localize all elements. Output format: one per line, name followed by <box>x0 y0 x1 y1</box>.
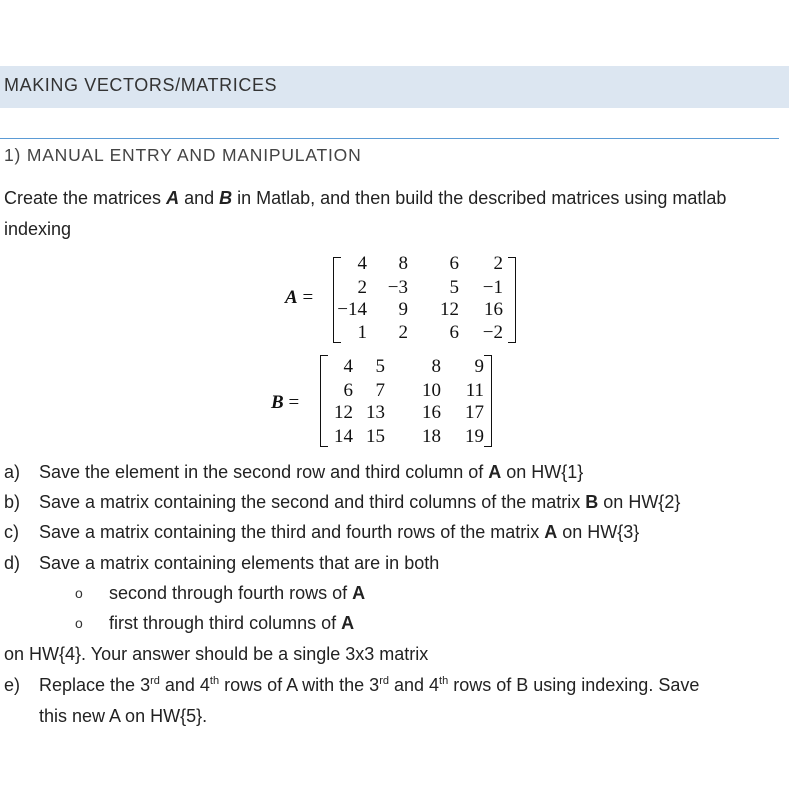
bullet-circle-icon: o <box>75 615 83 631</box>
matrix-b-label: B = <box>271 392 300 413</box>
matrix-b-cell: 7 <box>375 380 385 401</box>
matrix-a-cell: −1 <box>482 277 503 298</box>
matrix-b-cell: 18 <box>422 426 441 447</box>
matrix-a-cell: −2 <box>482 322 503 343</box>
question-d-tail: on HW{4}. Your answer should be a single 3x3 matrix <box>4 644 429 664</box>
bullet-circle-icon: o <box>75 585 83 601</box>
matrix-a-cell: 5 <box>449 277 459 298</box>
matrix-a-cell: 12 <box>440 299 459 320</box>
matrix-b-cell: 11 <box>465 380 484 401</box>
matrix-a-cell: −3 <box>387 277 408 298</box>
matrix-b-cell: 17 <box>465 402 484 423</box>
matrix-a-cell: 2 <box>398 322 408 343</box>
matrix-a-cell: 4 <box>357 253 367 274</box>
matrix-b-cell: 12 <box>334 402 353 423</box>
section-banner <box>0 66 789 108</box>
matrix-a-right-bracket <box>508 257 516 343</box>
matrix-a-cell: 2 <box>493 253 503 274</box>
matrix-b-cell: 14 <box>334 426 353 447</box>
intro-paragraph: Create the matrices A and B in Matlab, and then build the described matrices using matlab indexing <box>4 188 727 239</box>
matrix-a-cell: 1 <box>357 322 367 343</box>
intro-matrix-b: B <box>219 188 233 208</box>
matrix-a-cell: 8 <box>398 253 408 274</box>
matrix-a-cell: 9 <box>398 299 408 320</box>
matrix-b-cell: 8 <box>431 356 441 377</box>
matrix-b-cell: 19 <box>465 426 484 447</box>
matrix-a-cell: −14 <box>337 299 367 320</box>
matrix-a-label: A = <box>285 287 314 308</box>
intro-matrix-a: A <box>166 188 180 208</box>
matrix-b-cell: 5 <box>375 356 385 377</box>
question-e-line2: this new A on HW{5}. <box>39 706 208 726</box>
subsection-title: 1) MANUAL ENTRY AND MANIPULATION <box>4 145 362 165</box>
matrix-b-cell: 4 <box>343 356 353 377</box>
section-title: MAKING VECTORS/MATRICES <box>4 75 278 95</box>
matrix-b-cell: 10 <box>422 380 441 401</box>
matrix-b-cell: 6 <box>343 380 353 401</box>
matrix-b-cell: 16 <box>422 402 441 423</box>
matrix-a-cell: 6 <box>449 322 459 343</box>
matrix-b-cell: 9 <box>474 356 484 377</box>
matrix-b-cell: 15 <box>366 426 385 447</box>
matrix-a-cell: 6 <box>449 253 459 274</box>
matrix-a-cell: 16 <box>484 299 503 320</box>
matrix-b-cell: 13 <box>366 402 385 423</box>
matrix-a-cell: 2 <box>357 277 367 298</box>
matrix-b-right-bracket <box>484 355 492 447</box>
matrix-b-left-bracket <box>320 355 328 447</box>
section-rule <box>0 138 779 139</box>
